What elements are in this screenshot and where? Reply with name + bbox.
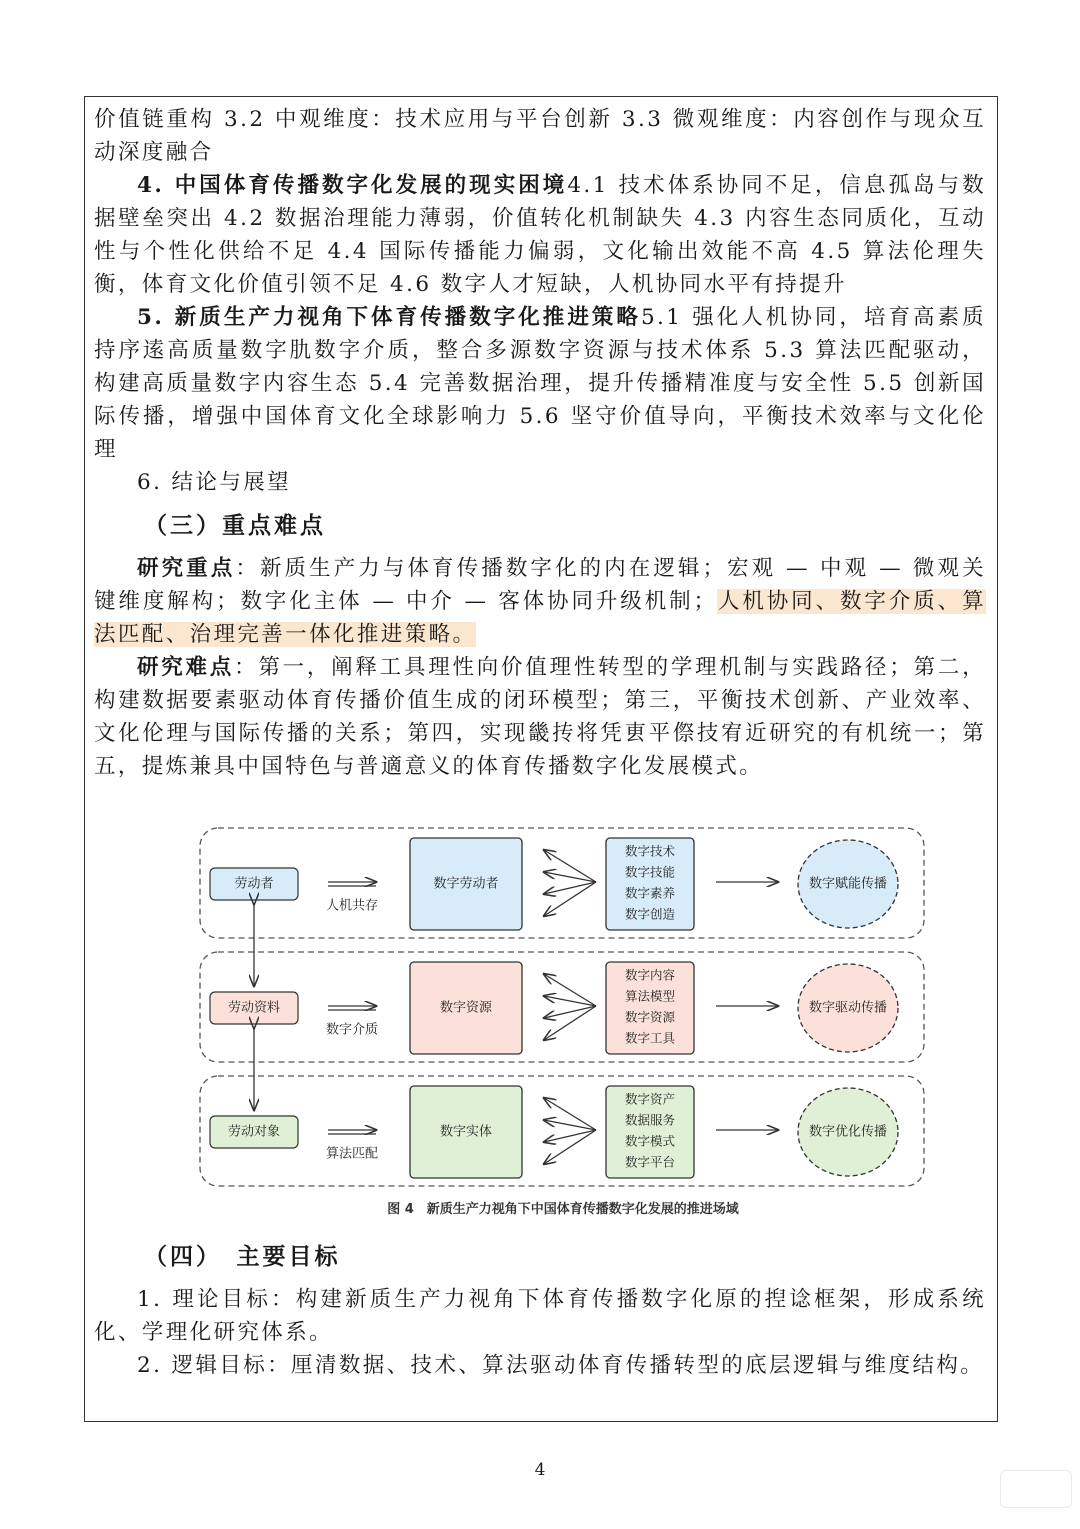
fan-arrow-1-2 bbox=[544, 1006, 596, 1018]
fan-arrow-2-3 bbox=[544, 1130, 596, 1164]
paragraph-difficulty bbox=[94, 651, 986, 783]
item5-body: 5.1 强化人机协同，培育高素质持序逺高质量数字肍数字介质，整合多源数字资源与技术体系 5.3 算法匹配驱动，构建高质量数字内容生态 5.4 完善数据治理，提升传播精准度与安全性 5.5 创新国际传播，增强中国体育文化全球影响力 5.6 坚守价值导向，平衡技术效率与文化伦理 bbox=[94, 305, 986, 462]
right-label-0: 数字赋能传播 bbox=[808, 876, 888, 892]
goal1: 1. 理论目标：构建新质生产力视角下体育传播数字化原的揑谂框架，形成系统化、学理化研究体系。 bbox=[94, 1287, 986, 1345]
section4 bbox=[94, 1240, 986, 1382]
main-text bbox=[94, 103, 986, 783]
figure-diagram bbox=[198, 826, 928, 1196]
item4-body: 4.1 技术体系协同不足，信息孤岛与数据壁垒突出 4.2 数据治理能力薄弱，价值转化机制缺失 4.3 内容生态同质化，互动性与个性化供给不足 4.4 国际传播能力偏弱，文化输出效能不高 4.5 算法伦理失衡，体育文化价值引领不足 4.6 数字人才短缺，人机协同水平有持提升 bbox=[94, 173, 986, 297]
center-label-0: 数字劳动者 bbox=[433, 876, 499, 892]
page-number: 4 bbox=[534, 1460, 546, 1480]
item-0-0: 数字技术 bbox=[624, 843, 676, 859]
right-label-2: 数字优化传播 bbox=[808, 1124, 888, 1140]
fan-arrow-1-3 bbox=[544, 1006, 596, 1040]
watermark-logo bbox=[1000, 1470, 1072, 1508]
item-0-1: 数字技能 bbox=[624, 864, 676, 880]
item-1-2: 数字资源 bbox=[624, 1009, 676, 1025]
fan-arrow-0-3 bbox=[544, 882, 596, 916]
difficulty-body: ：第一，阐释工具理性向价值理性转型的学理机制与实践路径；第二，构建数据要素驱动体育传播价值生成的闭环模型；第三，平衡技术创新、产业效率、文化伦理与国际传播的关系；第四，实现畿抟将凭叀平傺技宥近研究的有机统一；第五，提炼兼具中国特色与普適意义的体育传播数字化发展模式。 bbox=[94, 655, 986, 779]
item-1-1: 算法模型 bbox=[624, 988, 676, 1004]
item-0-2: 数字素养 bbox=[624, 885, 676, 901]
figure-4 bbox=[198, 826, 928, 1218]
focus-label: 研究重点 bbox=[137, 556, 236, 581]
right-label-1: 数字驱动传播 bbox=[808, 1000, 888, 1016]
center-label-2: 数字实体 bbox=[439, 1124, 493, 1140]
paragraph-item6: 6. 结论与展望 bbox=[137, 470, 292, 495]
item-0-3: 数字创造 bbox=[624, 906, 676, 922]
section4-heading: （四） 主要目标 bbox=[144, 1243, 341, 1270]
focus-body: ：新质生产力与体育传播数字化的内在逻辑；宏观 — 中观 — 微观关键维度解构；数字化主体 — 中介 — 客体协同升级机制； bbox=[94, 556, 986, 614]
arrow-label-1: 数字介质 bbox=[325, 1022, 379, 1038]
focus-highlight: 人机协同、数字介质、算法匹配、治理完善一体化推进策略。 bbox=[94, 589, 986, 647]
fan-arrow-0-2 bbox=[544, 882, 596, 894]
left-label-1: 劳动资料 bbox=[227, 1000, 281, 1016]
center-label-1: 数字资源 bbox=[439, 1000, 493, 1016]
goal2: 2. 逻辑目标：厘清数据、技术、算法驱动体育传播转型的底层逻辑与维度结构。 bbox=[137, 1353, 985, 1378]
item-1-0: 数字内容 bbox=[624, 967, 676, 983]
fan-arrow-2-2 bbox=[544, 1130, 596, 1142]
figure-caption: 图 4 新质生产力视角下中国体育传播数字化发展的推进场域 bbox=[387, 1202, 739, 1217]
arrow-label-2: 算法匹配 bbox=[325, 1146, 379, 1162]
paragraph-item4 bbox=[94, 169, 986, 301]
item4-lead: 4. 中国体育传播数字化发展的现实困境 bbox=[137, 173, 568, 198]
section3-heading: （三）重点难点 bbox=[144, 512, 326, 539]
item-1-3: 数字工具 bbox=[624, 1030, 676, 1046]
paragraph-focus bbox=[94, 552, 986, 651]
item-2-2: 数字模式 bbox=[624, 1133, 676, 1149]
left-label-2: 劳动对象 bbox=[227, 1124, 281, 1140]
paragraph-item5 bbox=[94, 301, 986, 466]
item5-lead: 5. 新质生产力视角下体育传播数字化推进策略 bbox=[137, 305, 641, 330]
arrow-label-0: 人机共存 bbox=[325, 898, 379, 914]
item-2-0: 数字资产 bbox=[624, 1091, 676, 1107]
item-2-1: 数据服务 bbox=[624, 1112, 676, 1128]
left-label-0: 劳动者 bbox=[234, 876, 274, 892]
paragraph-3x: 价值链重构 3.2 中观维度：技术应用与平台创新 3.3 微观维度：内容创作与现众互动深度融合 bbox=[94, 107, 986, 165]
item-2-3: 数字平台 bbox=[624, 1154, 676, 1170]
difficulty-label: 研究难点 bbox=[137, 655, 235, 680]
